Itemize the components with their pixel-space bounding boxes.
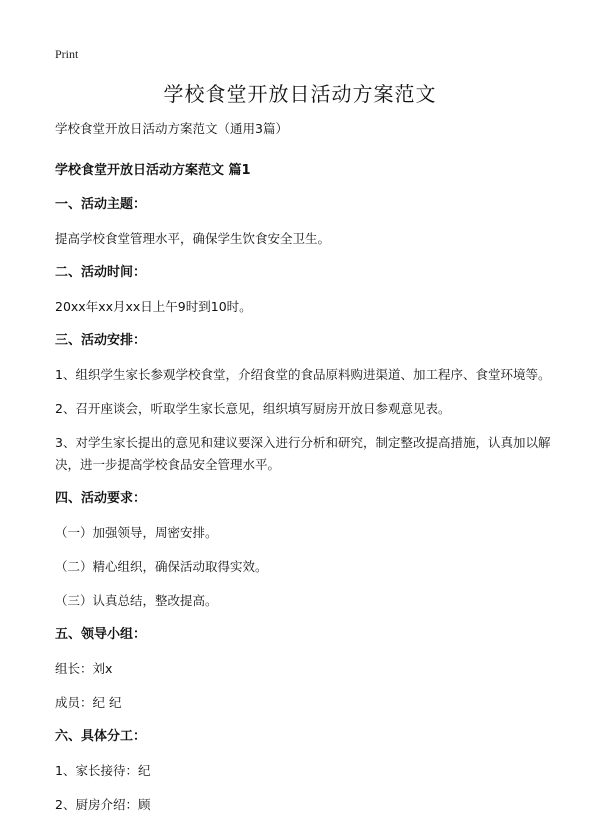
requirement-item: （三）认真总结，整改提高。 [55, 593, 218, 608]
section-heading-theme: 一、活动主题： [55, 197, 147, 212]
document-body [55, 118, 555, 816]
print-link[interactable]: Print [55, 47, 79, 61]
section-heading-leadership: 五、领导小组： [55, 627, 147, 642]
leadership-members: 成员：纪 纪 [55, 695, 122, 710]
requirement-item: （二）精心组织，确保活动取得实效。 [55, 559, 268, 574]
arrangement-item: 3、对学生家长提出的意见和建议要深入进行分析和研究，制定整改提高措施，认真加以解决，进一步提高学校食品安全管理水平。 [55, 435, 551, 472]
section-text-theme: 提高学校食堂管理水平，确保学生饮食安全卫生。 [55, 231, 331, 246]
chapter-heading: 学校食堂开放日活动方案范文 篇1 [55, 163, 251, 178]
document-title: 学校食堂开放日活动方案范文 [163, 82, 437, 106]
arrangement-item: 2、召开座谈会，听取学生家长意见，组织填写厨房开放日参观意见表。 [55, 401, 451, 416]
document-subtitle: 学校食堂开放日活动方案范文（通用3篇） [55, 121, 288, 136]
section-heading-arrangement: 三、活动安排： [55, 333, 147, 348]
division-item: 2、厨房介绍：顾 [55, 797, 151, 812]
section-heading-division: 六、具体分工： [55, 729, 147, 744]
section-heading-time: 二、活动时间： [55, 265, 147, 280]
requirement-item: （一）加强领导，周密安排。 [55, 525, 218, 540]
section-heading-requirements: 四、活动要求： [55, 491, 147, 506]
arrangement-item: 1、组织学生家长参观学校食堂，介绍食堂的食品原料购进渠道、加工程序、食堂环境等。 [55, 367, 551, 382]
leadership-leader: 组长：刘x [55, 661, 113, 676]
section-text-time: 20xx年xx月xx日上午9时到10时。 [55, 299, 252, 314]
division-item: 1、家长接待：纪 [55, 763, 151, 778]
